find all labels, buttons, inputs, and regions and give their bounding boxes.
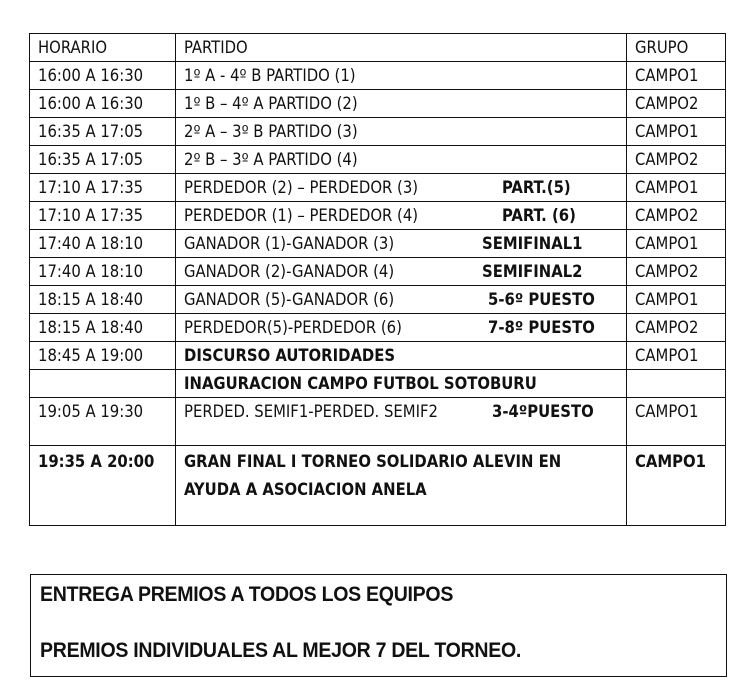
table-row (30, 61, 725, 89)
match-text: PERDEDOR (2) – PERDEDOR (3) (184, 178, 419, 197)
match-text: PERDEDOR(5)-PERDEDOR (6) (184, 318, 402, 337)
time-cell: 18:15 A 18:40 (30, 314, 176, 341)
time-cell: 16:35 A 17:05 (30, 118, 176, 145)
table-row-final (30, 445, 725, 525)
header-horario: HORARIO (30, 34, 176, 61)
group-cell: CAMPO2 (635, 206, 699, 225)
group-cell (627, 370, 725, 397)
match-cell: DISCURSO AUTORIDADES (176, 342, 627, 369)
table-header-row (30, 34, 725, 61)
awards-box (30, 574, 727, 677)
match-text-line1: GRAN FINAL I TORNEO SOLIDARIO ALEVIN EN (184, 452, 562, 471)
table-row (30, 341, 725, 369)
match-text: GANADOR (5)-GANADOR (6) (184, 290, 395, 309)
group-cell: CAMPO1 (635, 178, 699, 197)
time-cell: 18:45 A 19:00 (30, 342, 176, 369)
time-cell: 17:40 A 18:10 (30, 258, 176, 285)
time-cell: 16:00 A 16:30 (30, 62, 176, 89)
match-cell (176, 258, 627, 285)
match-tag: SEMIFINAL2 (482, 262, 583, 281)
awards-line-1: ENTREGA PREMIOS A TODOS LOS EQUIPOS (40, 583, 454, 606)
time-cell (30, 370, 176, 397)
table-row (30, 117, 725, 145)
match-text: GANADOR (2)-GANADOR (4) (184, 262, 395, 281)
table-row (30, 369, 725, 397)
match-tag: 5-6º PUESTO (488, 290, 595, 309)
match-cell (176, 446, 627, 525)
time-cell: 17:40 A 18:10 (30, 230, 176, 257)
group-cell: CAMPO2 (635, 262, 699, 281)
time-cell: 16:35 A 17:05 (30, 146, 176, 173)
match-text: PERDEDOR (1) – PERDEDOR (4) (184, 206, 419, 225)
table-row (30, 201, 725, 229)
time-cell: 19:35 A 20:00 (30, 446, 176, 525)
table-row (30, 397, 725, 445)
time-cell: 16:00 A 16:30 (30, 90, 176, 117)
match-tag: SEMIFINAL1 (482, 234, 583, 253)
group-cell: CAMPO1 (635, 290, 699, 309)
header-grupo: GRUPO (635, 38, 689, 57)
match-text: GANADOR (1)-GANADOR (3) (184, 234, 395, 253)
match-cell (176, 286, 627, 313)
match-tag: PART.(5) (502, 178, 571, 197)
match-cell (176, 202, 627, 229)
table-row (30, 285, 725, 313)
time-cell: 18:15 A 18:40 (30, 286, 176, 313)
time-cell: 17:10 A 17:35 (30, 174, 176, 201)
match-text: PERDED. SEMIF1-PERDED. SEMIF2 (184, 402, 438, 421)
match-tag: 7-8º PUESTO (488, 318, 595, 337)
schedule-table (29, 33, 726, 526)
time-cell: 17:10 A 17:35 (30, 202, 176, 229)
group-cell: CAMPO1 (635, 452, 706, 471)
match-cell: 1º B – 4º A PARTIDO (2) (176, 90, 627, 117)
match-cell (176, 174, 627, 201)
table-row (30, 229, 725, 257)
match-tag: 3-4ºPUESTO (492, 402, 594, 421)
table-row (30, 89, 725, 117)
group-cell: CAMPO2 (635, 94, 699, 113)
group-cell: CAMPO2 (635, 150, 699, 169)
match-text-line2: AYUDA A ASOCIACION ANELA (184, 480, 427, 499)
match-cell (176, 314, 627, 341)
match-tag: PART. (6) (502, 206, 576, 225)
table-row (30, 313, 725, 341)
table-row (30, 173, 725, 201)
group-cell: CAMPO2 (635, 318, 699, 337)
group-cell: CAMPO1 (635, 234, 699, 253)
group-cell: CAMPO1 (635, 402, 699, 421)
match-cell: 2º B – 3º A PARTIDO (4) (176, 146, 627, 173)
match-cell (176, 230, 627, 257)
time-cell: 19:05 A 19:30 (30, 398, 176, 445)
header-partido: PARTIDO (176, 34, 627, 61)
table-row (30, 257, 725, 285)
awards-line-2: PREMIOS INDIVIDUALES AL MEJOR 7 DEL TORNEO. (40, 639, 522, 662)
match-cell: 1º A - 4º B PARTIDO (1) (176, 62, 627, 89)
match-cell: 2º A – 3º B PARTIDO (3) (176, 118, 627, 145)
match-cell: INAGURACION CAMPO FUTBOL SOTOBURU (176, 370, 627, 397)
table-row (30, 145, 725, 173)
group-cell: CAMPO1 (635, 66, 699, 85)
group-cell: CAMPO1 (635, 122, 699, 141)
group-cell: CAMPO1 (635, 346, 699, 365)
match-cell (176, 398, 627, 445)
